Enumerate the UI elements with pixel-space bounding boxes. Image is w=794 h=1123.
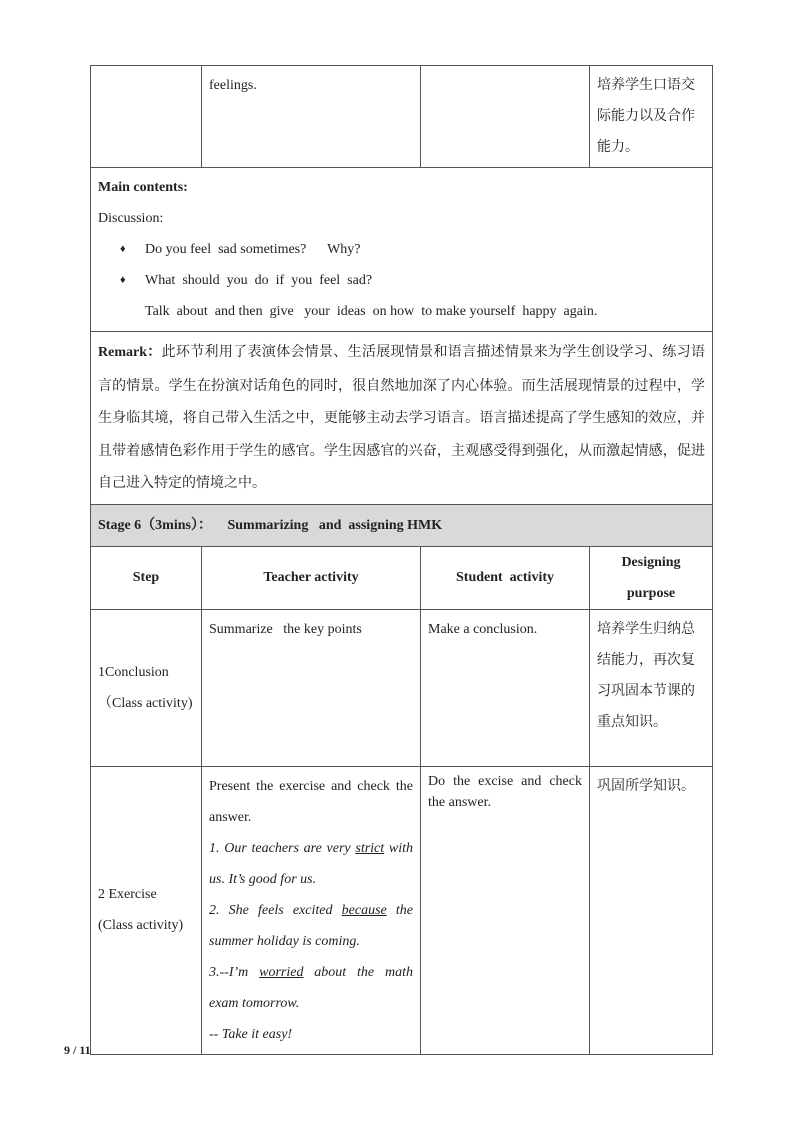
purpose-conclusion: 培养学生归纳总结能力，再次复习巩固本节课的重点知识。 bbox=[590, 609, 713, 766]
discussion-list bbox=[98, 234, 705, 296]
header-step: Step bbox=[91, 546, 202, 609]
main-contents-row bbox=[91, 168, 713, 332]
purpose-exercise: 巩固所学知识。 bbox=[590, 766, 713, 1054]
bullet-text: What should you do if you feel sad? bbox=[145, 273, 373, 288]
exercise-text: 2. She feels excited bbox=[209, 902, 342, 918]
continued-purpose-text: 培养学生口语交际能力以及合作能力。 bbox=[597, 77, 695, 155]
header-teacher-activity: Teacher activity bbox=[202, 546, 421, 609]
continued-row bbox=[91, 66, 713, 168]
continued-step-cell bbox=[91, 66, 202, 168]
remark-label: Remark： bbox=[98, 345, 162, 360]
stage-row bbox=[91, 504, 713, 546]
continued-purpose-cell bbox=[590, 66, 713, 168]
exercise-answer: because bbox=[341, 902, 387, 918]
list-item bbox=[120, 234, 705, 265]
exercise-item-2 bbox=[209, 895, 413, 957]
student-activity-exercise: Do the excise and check the answer. bbox=[421, 766, 590, 1054]
lesson-plan-table bbox=[90, 65, 713, 1055]
exercise-item-1 bbox=[209, 833, 413, 895]
talk-line: Talk about and then give your ideas on how to make yourself happy again. bbox=[145, 304, 598, 319]
stage-cell bbox=[91, 504, 713, 546]
exercise-text: with us. It’s good for us. bbox=[209, 840, 414, 887]
continued-student-cell bbox=[421, 66, 590, 168]
stage-label: Stage 6（3mins）： bbox=[98, 517, 212, 533]
continued-teacher-cell bbox=[202, 66, 421, 168]
exercise-intro: Present the exercise and check the answer. bbox=[209, 778, 413, 825]
header-student-activity: Student activity bbox=[421, 546, 590, 609]
header-designing-purpose: Designing purpose bbox=[590, 546, 713, 609]
teacher-activity-conclusion: Summarize the key points bbox=[202, 609, 421, 766]
remark-text: 此环节利用了表演体会情景、生活展现情景和语言描述情景来为学生创设学习、练习语言的情景。学生在扮演对话角色的同时，很自然地加深了内心体验。而生活展现情景的过程中，学生身临其境，将自己带入生活之中，更能够主动去学习语言。语言描述提高了学生感知的效应，并且带着感情色彩作用于学生的感官。学生因感官的兴奋，主观感受得到强化，从而激起情感，促进自己进入特定的情境之中。 bbox=[98, 344, 705, 491]
student-activity-conclusion: Make a conclusion. bbox=[421, 609, 590, 766]
exercise-reply: -- Take it easy! bbox=[209, 1026, 293, 1042]
main-contents-heading: Main contents: bbox=[98, 180, 188, 195]
exercise-item-3 bbox=[209, 957, 413, 1019]
stage-title: Summarizing and assigning HMK bbox=[227, 517, 443, 533]
list-item bbox=[120, 265, 705, 296]
remark-cell bbox=[91, 332, 713, 505]
diamond-bullet-icon: ♦ bbox=[120, 274, 126, 286]
continued-teacher-text: feelings. bbox=[209, 78, 257, 93]
remark-row bbox=[91, 332, 713, 505]
table-row bbox=[91, 766, 713, 1054]
header-row bbox=[91, 546, 713, 609]
exercise-text: about the math exam tomorrow. bbox=[209, 964, 413, 1011]
page-number: 9 / 11 bbox=[64, 1043, 91, 1057]
exercise-text: 3.--I’m bbox=[209, 964, 260, 980]
table-row bbox=[91, 609, 713, 766]
exercise-text: 1. Our teachers are very bbox=[209, 840, 356, 856]
discussion-label: Discussion: bbox=[98, 211, 164, 226]
exercise-answer: worried bbox=[259, 964, 304, 980]
diamond-bullet-icon: ♦ bbox=[120, 243, 126, 255]
step-conclusion: 1Conclusion （Class activity) bbox=[91, 609, 202, 766]
step-exercise: 2 Exercise (Class activity) bbox=[91, 766, 202, 1054]
exercise-answer: strict bbox=[355, 840, 385, 856]
main-contents-cell bbox=[91, 168, 713, 332]
teacher-activity-exercise bbox=[202, 766, 421, 1054]
bullet-text: Do you feel sad sometimes? Why? bbox=[145, 242, 361, 257]
exercise-text: the summer holiday is coming. bbox=[209, 902, 413, 949]
